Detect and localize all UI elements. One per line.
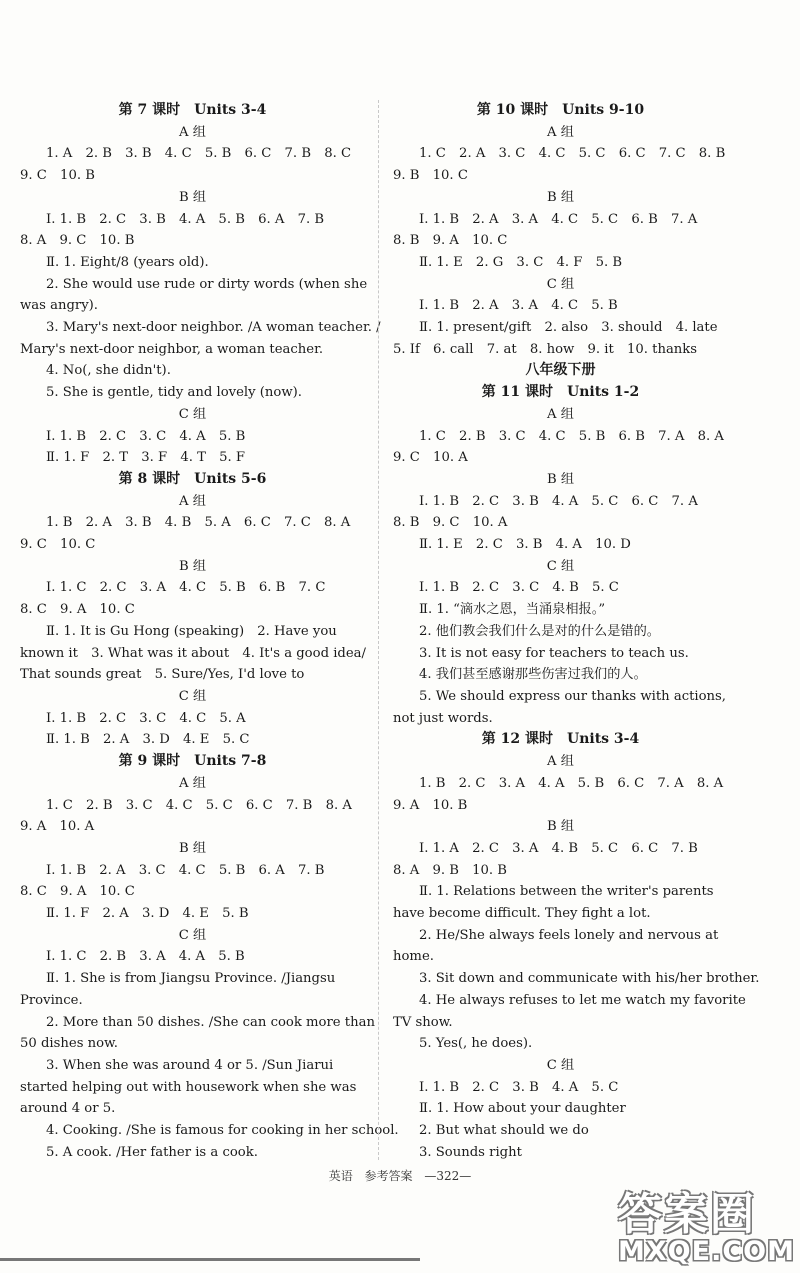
answer-line: Ⅰ. 1. B 2. A 3. C 4. C 5. B 6. A 7. B	[46, 862, 325, 878]
page-number: —322—	[424, 1169, 472, 1183]
answer-line: 9. C 10. A	[393, 450, 468, 466]
section-heading: 第 8 课时 Units 5-6	[118, 470, 267, 487]
answer-line: Province.	[20, 992, 83, 1008]
section-heading: 第 12 课时 Units 3-4	[481, 731, 640, 748]
answer-line: 8. C 9. A 10. C	[20, 602, 135, 618]
answer-line: have become difficult. They fight a lot.	[393, 906, 651, 922]
answer-line: Ⅰ. 1. B 2. C 3. B 4. A 5. C 6. C 7. A	[419, 493, 698, 509]
answer-line: Ⅰ. 1. C 2. C 3. A 4. C 5. B 6. B 7. C	[46, 580, 326, 596]
group-label: A 组	[179, 775, 206, 791]
answer-line: 3. It is not easy for teachers to teach us.	[419, 645, 689, 661]
answer-line: known it 3. What was it about 4. It's a good idea/	[20, 645, 366, 661]
answer-line: 3. When she was around 4 or 5. /Sun Jiarui	[46, 1057, 334, 1073]
answer-line: TV show.	[393, 1014, 453, 1030]
answer-line: 8. A 9. B 10. B	[393, 862, 507, 878]
answer-line: Ⅱ. 1. “滴水之恩，当涌泉相报。”	[419, 602, 606, 618]
answer-line: 1. B 2. A 3. B 4. B 5. A 6. C 7. C 8. A	[46, 515, 351, 531]
answer-line: 1. C 2. B 3. C 4. C 5. C 6. C 7. B 8. A	[46, 797, 352, 813]
answer-line: Ⅱ. 1. E 2. G 3. C 4. F 5. B	[419, 254, 623, 270]
answer-line: 9. B 10. C	[393, 168, 468, 184]
watermark-logo: 答案圈	[618, 1189, 756, 1240]
group-label: B 组	[178, 189, 207, 205]
answer-line: 5. If 6. call 7. at 8. how 9. it 10. thanks	[393, 341, 698, 357]
answer-line: 4. He always refuses to let me watch my favorite	[419, 992, 746, 1008]
group-label: A 组	[547, 754, 574, 770]
bottom-rule	[0, 1258, 420, 1261]
section-heading: 第 10 课时 Units 9-10	[476, 102, 645, 118]
answer-line: 8. C 9. A 10. C	[20, 884, 135, 900]
section-heading: 第 11 课时 Units 1-2	[481, 384, 640, 401]
section-heading: 第 9 课时 Units 7-8	[118, 753, 267, 770]
answer-line: 3. Sit down and communicate with his/her brother.	[419, 971, 760, 987]
answer-line: Ⅰ. 1. B 2. C 3. C 4. B 5. C	[419, 580, 619, 596]
group-label: A 组	[547, 406, 574, 422]
group-label: C 组	[546, 558, 575, 574]
answer-line: Ⅰ. 1. B 2. C 3. C 4. C 5. A	[46, 710, 246, 726]
answer-line: 2. She would use rude or dirty words (when she	[46, 276, 368, 292]
answer-line: 2. But what should we do	[419, 1123, 589, 1139]
footer-label: 参考答案	[364, 1169, 413, 1183]
group-label: C 组	[546, 276, 575, 292]
answer-line: was angry).	[20, 298, 98, 314]
answer-line: 4. No(, she didn't).	[46, 363, 171, 379]
answer-line: Ⅰ. 1. B 2. A 3. A 4. C 5. B	[419, 298, 618, 314]
answer-line: Ⅰ. 1. B 2. A 3. A 4. C 5. C 6. B 7. A	[419, 211, 698, 227]
answer-line: Ⅰ. 1. A 2. C 3. A 4. B 5. C 6. C 7. B	[419, 840, 698, 856]
answer-line: Mary's next-door neighbor, a woman teacher.	[20, 341, 324, 357]
answer-line: Ⅱ. 1. Eight/8 (years old).	[46, 254, 209, 270]
answer-line: 9. C 10. B	[20, 168, 95, 184]
right-column	[393, 100, 760, 1163]
group-label: B 组	[546, 189, 575, 205]
answer-line: 1. A 2. B 3. B 4. C 5. B 6. C 7. B 8. C	[46, 146, 352, 162]
group-label: C 组	[178, 406, 207, 422]
answer-line: 5. Yes(, he does).	[419, 1036, 533, 1052]
answer-line: not just words.	[393, 710, 493, 726]
answer-line: Ⅰ. 1. B 2. C 3. B 4. A 5. C	[419, 1079, 619, 1095]
watermark-url: MXQE.COM	[618, 1236, 795, 1267]
answer-line: 4. 我们甚至感谢那些伤害过我们的人。	[419, 667, 647, 683]
answer-line: Ⅱ. 1. F 2. A 3. D 4. E 5. B	[46, 906, 249, 922]
group-label: C 组	[546, 1057, 575, 1073]
answer-line: Ⅱ. 1. F 2. T 3. F 4. T 5. F	[46, 450, 246, 466]
group-label: B 组	[178, 840, 207, 856]
answer-line: 1. C 2. B 3. C 4. C 5. B 6. B 7. A 8. A	[419, 428, 724, 444]
answer-line: Ⅰ. 1. B 2. C 3. B 4. A 5. B 6. A 7. B	[46, 211, 325, 227]
answer-line: 3. Sounds right	[419, 1144, 522, 1160]
answer-line: started helping out with housework when she was	[20, 1079, 357, 1095]
answer-line: Ⅱ. 1. Relations between the writer's parents	[419, 884, 714, 900]
group-label: A 组	[547, 124, 574, 140]
group-label: C 组	[178, 688, 207, 704]
left-column	[20, 100, 399, 1163]
answer-line: 8. A 9. C 10. B	[20, 233, 135, 249]
answer-line: 9. A 10. A	[20, 819, 95, 835]
answer-line: 5. She is gentle, tidy and lovely (now).	[46, 385, 302, 401]
answer-line: Ⅱ. 1. present/gift 2. also 3. should 4. late	[419, 320, 718, 336]
group-label: B 组	[546, 471, 575, 487]
answer-line: 2. He/She always feels lonely and nervous at	[419, 927, 719, 943]
answer-line: 8. B 9. C 10. A	[393, 515, 508, 531]
group-label: A 组	[179, 493, 206, 509]
answer-line: Ⅱ. 1. B 2. A 3. D 4. E 5. C	[46, 732, 250, 748]
answer-line: Ⅰ. 1. C 2. B 3. A 4. A 5. B	[46, 949, 245, 965]
answer-line: 8. B 9. A 10. C	[393, 233, 508, 249]
answer-line: Ⅱ. 1. How about your daughter	[419, 1101, 626, 1117]
answer-line: 3. Mary's next-door neighbor. /A woman teacher. /	[46, 320, 381, 336]
section-heading: 第 7 课时 Units 3-4	[118, 102, 267, 118]
footer-subject: 英语	[328, 1169, 353, 1183]
group-label: B 组	[546, 819, 575, 835]
answer-line: 50 dishes now.	[20, 1036, 119, 1052]
answer-line: 5. A cook. /Her father is a cook.	[46, 1144, 258, 1160]
column-divider	[378, 100, 379, 1160]
answer-line: Ⅱ. 1. It is Gu Hong (speaking) 2. Have you	[46, 623, 337, 639]
answer-line: 9. A 10. B	[393, 797, 468, 813]
answer-line: 2. 他们教会我们什么是对的什么是错的。	[419, 623, 660, 639]
answer-line: 1. B 2. C 3. A 4. A 5. B 6. C 7. A 8. A	[419, 775, 724, 791]
group-label: C 组	[178, 927, 207, 943]
answer-line: 2. More than 50 dishes. /She can cook more than	[46, 1014, 375, 1030]
answer-line: That sounds great 5. Sure/Yes, I'd love to	[20, 667, 305, 683]
answer-line: 5. We should express our thanks with actions,	[419, 688, 726, 704]
answer-line: Ⅰ. 1. B 2. C 3. C 4. A 5. B	[46, 428, 246, 444]
answer-line: 4. Cooking. /She is famous for cooking in her school.	[46, 1123, 399, 1139]
answer-line: 9. C 10. C	[20, 537, 96, 553]
group-label: B 组	[178, 558, 207, 574]
answer-line: Ⅱ. 1. She is from Jiangsu Province. /Jiangsu	[46, 971, 336, 987]
group-label: A 组	[179, 124, 206, 140]
answer-line: Ⅱ. 1. E 2. C 3. B 4. A 10. D	[419, 537, 631, 553]
answer-line: home.	[393, 949, 434, 965]
section-heading: 八年级下册	[525, 362, 596, 379]
answer-line: 1. C 2. A 3. C 4. C 5. C 6. C 7. C 8. B	[419, 146, 726, 162]
answer-line: around 4 or 5.	[20, 1101, 116, 1117]
